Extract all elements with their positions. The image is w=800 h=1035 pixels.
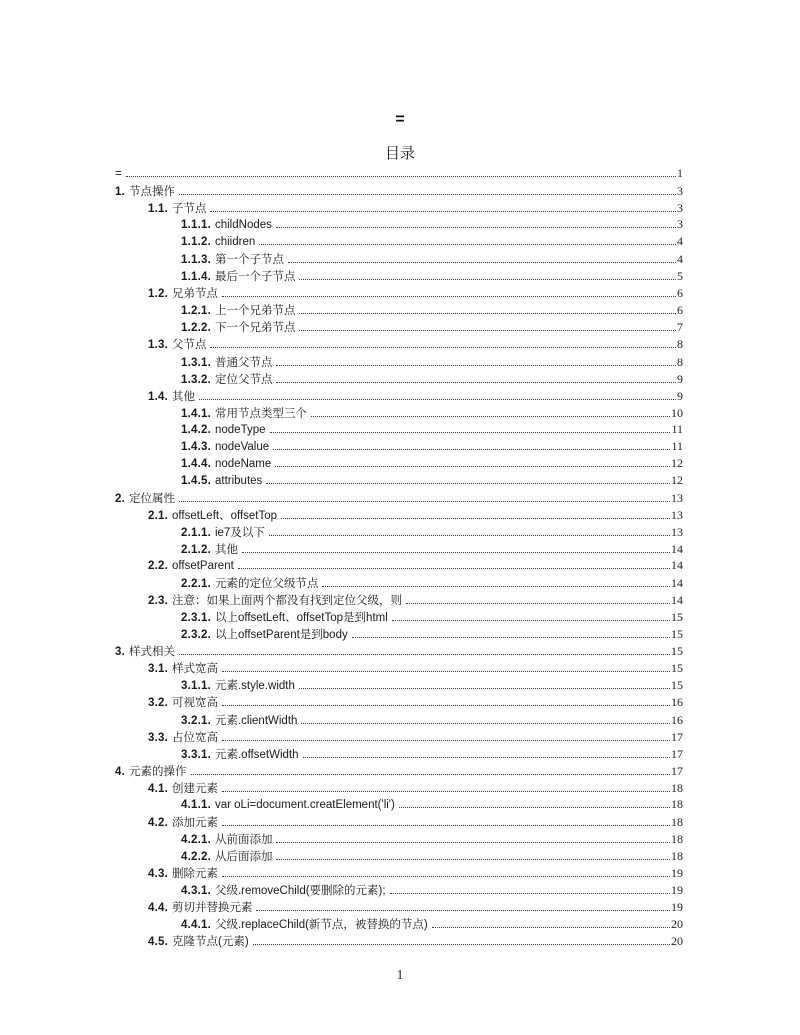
toc-entry-page-number: 6 [677, 286, 683, 301]
toc-entry-number: 4.1. [148, 782, 168, 795]
toc-entry-text: 元素的定位父级节点 [214, 578, 319, 591]
toc-dot-leader [276, 365, 676, 366]
toc-entry[interactable] [115, 814, 683, 831]
toc-entry-page-number: 15 [671, 661, 683, 676]
toc-dot-leader [311, 416, 670, 417]
toc-entry-number: 1.1.2. [181, 236, 211, 249]
toc-entry-number: 1.1.3. [181, 254, 211, 267]
toc-entry[interactable] [115, 643, 683, 660]
toc-dot-leader [126, 176, 676, 177]
toc-entry-page-number: 8 [677, 354, 683, 369]
toc-dot-leader [275, 466, 670, 467]
toc-entry[interactable] [115, 490, 683, 507]
toc-entry-page-number: 17 [671, 729, 683, 744]
toc-entry-page-number: 14 [671, 576, 683, 591]
toc-dot-leader [269, 535, 670, 536]
toc-entry-number: 1.4.2. [181, 423, 211, 436]
toc-entry-page-number: 20 [671, 934, 683, 949]
toc-entry-text: 占位宽高 [171, 731, 218, 744]
toc-entry-text: nodeName [214, 457, 272, 470]
toc-entry-text: 元素的操作 [129, 765, 187, 778]
toc-entry-number: 1.2. [148, 288, 168, 301]
toc-entry-page-number: 8 [677, 337, 683, 352]
toc-dot-leader [266, 483, 670, 484]
toc-entry-number: 1.3.1. [181, 356, 211, 369]
toc-entry-number: 4.4. [148, 902, 168, 915]
toc-entry-number: 2.1.1. [181, 526, 211, 539]
toc-entry-page-number: 16 [671, 712, 683, 727]
toc-entry-text: 注意：如果上面两个都没有找到定位父级，则 [171, 595, 402, 608]
toc-entry-number: 1.1.1. [181, 219, 211, 232]
toc-entry-page-number: 15 [671, 678, 683, 693]
toc-entry-text: chiidren [214, 236, 256, 249]
toc-entry-number: 2.1.2. [181, 544, 211, 557]
toc-entry-page-number: 18 [671, 796, 683, 811]
toc-entry-text: 元素.clientWidth [214, 714, 298, 727]
toc-entry[interactable] [115, 592, 683, 609]
toc-entry[interactable] [115, 268, 683, 285]
toc-dot-leader [222, 705, 670, 706]
toc-entry-text: offsetLeft、offsetTop [171, 509, 278, 522]
toc-entry-number: 1.4.4. [181, 457, 211, 470]
toc-dot-leader [222, 825, 670, 826]
toc-entry[interactable] [115, 660, 683, 677]
toc-entry-text: 常用节点类型三个 [214, 407, 307, 420]
toc-dot-leader [179, 194, 676, 195]
toc-entry-number: 4. [115, 765, 125, 778]
toc-entry-number: 1.3.2. [181, 373, 211, 386]
toc-entry[interactable] [115, 609, 683, 626]
toc-entry-page-number: 18 [671, 831, 683, 846]
toc-dot-leader [288, 262, 676, 263]
toc-dot-leader [253, 944, 670, 945]
toc-dot-leader [281, 518, 670, 519]
toc-entry-number: 2.2.1. [181, 578, 211, 591]
toc-entry-page-number: 12 [671, 472, 683, 487]
toc-entry-page-number: 18 [671, 780, 683, 795]
toc-entry-text: 其他 [171, 390, 195, 403]
toc-entry-page-number: 12 [671, 455, 683, 470]
toc-entry[interactable] [115, 694, 683, 711]
toc-dot-leader [276, 859, 670, 860]
toc-entry-text: 元素.style.width [214, 680, 295, 693]
toc-entry-number: 2.3. [148, 595, 168, 608]
toc-entry-page-number: 1 [677, 166, 683, 180]
toc-entry-text: 以上offsetParent是到body [214, 629, 348, 642]
toc-entry-text: 父级.replaceChild(新节点，被替换的节点) [214, 919, 428, 932]
toc-entry-page-number: 4 [677, 252, 683, 267]
toc-entry-page-number: 11 [671, 421, 683, 436]
toc-entry-text: 剪切并替换元素 [171, 902, 253, 915]
toc-entry-number: 1.1. [148, 203, 168, 216]
toc-entry-text: 兄弟节点 [171, 288, 218, 301]
toc-dot-leader [276, 382, 676, 383]
toc-entry[interactable] [115, 183, 683, 200]
toc-dot-leader [222, 296, 676, 297]
toc-entry-number: 4.3.1. [181, 884, 211, 897]
toc-entry-text: 样式相关 [129, 646, 175, 659]
toc-entry-page-number: 6 [677, 303, 683, 318]
toc-dot-leader [242, 552, 670, 553]
toc-entry-text: 克隆节点(元素) [171, 936, 249, 949]
toc-dot-leader [273, 449, 670, 450]
toc-entry[interactable] [115, 234, 683, 251]
toc-dot-leader [399, 807, 670, 808]
toc-entry-page-number: 11 [671, 438, 683, 453]
toc-entry-number: 4.2.1. [181, 833, 211, 846]
toc-dot-leader [222, 740, 670, 741]
toc-entry-text: 从后面添加 [214, 850, 273, 863]
toc-entry-text: 上一个兄弟节点 [214, 305, 296, 318]
toc-dot-leader [256, 910, 670, 911]
toc-entry-text: 删除元素 [171, 867, 218, 880]
toc-entry-number: 1.4.5. [181, 474, 211, 487]
toc-dot-leader [299, 330, 676, 331]
toc-entry-text: 元素.offsetWidth [214, 748, 299, 761]
toc-dot-leader [270, 432, 671, 433]
toc-entry[interactable] [115, 507, 683, 524]
toc-entry-number: 4.2. [148, 816, 168, 829]
toc-entry-number: 4.1.1. [181, 798, 211, 811]
toc-dot-leader [303, 757, 671, 758]
toc-entry-text: ie7及以下 [214, 526, 265, 539]
toc-dot-leader [322, 586, 670, 587]
toc-entry-text: 样式宽高 [171, 663, 218, 676]
toc-entry[interactable] [115, 541, 683, 558]
toc-entry-page-number: 15 [671, 644, 683, 659]
toc-entry-number: 3.1.1. [181, 680, 211, 693]
document-title: = [395, 111, 405, 128]
toc-entry[interactable] [115, 677, 683, 694]
toc-entry-page-number: 19 [671, 900, 683, 915]
toc-entry-text: 以上offsetLeft、offsetTop是到html [214, 612, 388, 625]
toc-entry-text: 第一个子节点 [214, 254, 284, 267]
toc-entry-page-number: 16 [671, 695, 683, 710]
toc-entry-number: 3.2.1. [181, 714, 211, 727]
toc-entry[interactable] [115, 797, 683, 814]
toc-entry-page-number: 13 [671, 507, 683, 522]
toc-dot-leader [222, 876, 670, 877]
toc-dot-leader [390, 893, 670, 894]
toc-dot-leader [432, 927, 670, 928]
toc-dot-leader [222, 791, 670, 792]
toc-entry-page-number: 10 [671, 405, 683, 420]
toc-entry-page-number: 19 [671, 882, 683, 897]
footer-page-number: 1 [396, 967, 404, 982]
toc-entry-page-number: 9 [677, 371, 683, 386]
toc-entry-page-number: 4 [677, 234, 683, 249]
toc-entry-text: var oLi=document.creatElement('li') [214, 798, 395, 811]
toc-entry-number: 3.3.1. [181, 748, 211, 761]
toc-heading: 目录 [384, 145, 415, 162]
toc-entry[interactable] [115, 285, 683, 302]
toc-entry-number: 1.4.1. [181, 407, 211, 420]
toc-entry-number: 1.2.1. [181, 305, 211, 318]
toc-entry-page-number: 15 [671, 627, 683, 642]
toc-entry-text: = [115, 168, 122, 180]
toc-entry-number: 3.2. [148, 697, 168, 710]
toc-dot-leader [276, 842, 670, 843]
toc-entry-page-number: 14 [671, 593, 683, 608]
toc-entry[interactable] [115, 439, 683, 456]
toc-entry-page-number: 19 [671, 865, 683, 880]
toc-dot-leader [179, 654, 670, 655]
toc-entry-page-number: 9 [677, 388, 683, 403]
toc-entry[interactable] [115, 575, 683, 592]
toc-entry-page-number: 7 [677, 320, 683, 335]
toc-entry-number: 4.3. [148, 867, 168, 880]
toc-dot-leader [299, 313, 676, 314]
toc-entry[interactable] [115, 746, 683, 763]
toc-entry-number: 3.3. [148, 731, 168, 744]
toc-entry-page-number: 3 [677, 217, 683, 232]
toc-dot-leader [238, 568, 670, 569]
toc-entry[interactable] [115, 422, 683, 439]
toc-entry-number: 2.3.1. [181, 612, 211, 625]
toc-entry-page-number: 20 [671, 917, 683, 932]
toc-entry-page-number: 5 [677, 269, 683, 284]
toc-entry-number: 2.3.2. [181, 629, 211, 642]
toc-entry[interactable] [115, 882, 683, 899]
toc-entry-text: attributes [214, 474, 263, 487]
toc-entry[interactable] [115, 319, 683, 336]
toc-entry[interactable] [115, 712, 683, 729]
toc-entry-text: childNodes [214, 219, 272, 232]
toc-entry-page-number: 18 [671, 848, 683, 863]
toc-entry-text: 定位父节点 [214, 373, 273, 386]
toc-entry-text: 添加元素 [171, 816, 218, 829]
toc-entry-number: 4.4.1. [181, 919, 211, 932]
toc-entry[interactable] [115, 336, 683, 353]
toc-entry-text: 从前面添加 [214, 833, 273, 846]
toc-entry-number: 2.1. [148, 509, 168, 522]
toc [115, 166, 683, 950]
toc-entry[interactable] [115, 405, 683, 422]
toc-entry-text: 节点操作 [129, 186, 175, 199]
toc-entry[interactable] [115, 865, 683, 882]
toc-entry-number: 2.2. [148, 560, 168, 573]
toc-entry[interactable] [115, 200, 683, 217]
toc-dot-leader [199, 399, 676, 400]
toc-entry[interactable] [115, 524, 683, 541]
toc-entry-page-number: 14 [671, 558, 683, 573]
toc-entry[interactable] [115, 371, 683, 388]
toc-entry-text: 父级.removeChild(要删除的元素); [214, 884, 386, 897]
toc-dot-leader [299, 688, 670, 689]
toc-dot-leader [179, 501, 670, 502]
toc-dot-leader [191, 774, 671, 775]
toc-entry-number: 1.4. [148, 390, 168, 403]
toc-entry[interactable] [115, 473, 683, 490]
toc-entry-number: 1.2.2. [181, 322, 211, 335]
toc-dot-leader [210, 211, 676, 212]
toc-entry-number: 1. [115, 186, 125, 199]
toc-entry-page-number: 3 [677, 201, 683, 216]
toc-dot-leader [222, 671, 670, 672]
toc-dot-leader [276, 227, 676, 228]
toc-entry[interactable] [115, 388, 683, 405]
toc-entry-text: offsetParent [171, 560, 234, 573]
toc-entry-text: nodeType [214, 423, 266, 436]
toc-entry[interactable] [115, 780, 683, 797]
toc-entry[interactable] [115, 302, 683, 319]
toc-entry-text: 下一个兄弟节点 [214, 322, 296, 335]
toc-entry-page-number: 13 [671, 524, 683, 539]
toc-entry-text: 定位属性 [129, 492, 175, 505]
toc-entry[interactable] [115, 217, 683, 234]
toc-dot-leader [299, 279, 676, 280]
toc-entry-text: 创建元素 [171, 782, 218, 795]
toc-entry[interactable] [115, 558, 683, 575]
toc-entry[interactable] [115, 456, 683, 473]
toc-entry-page-number: 13 [671, 490, 683, 505]
toc-entry-page-number: 14 [671, 542, 683, 557]
toc-dot-leader [352, 637, 670, 638]
toc-dot-leader [392, 620, 670, 621]
toc-entry[interactable] [115, 763, 683, 780]
toc-dot-leader [259, 244, 676, 245]
toc-entry[interactable] [115, 354, 683, 371]
toc-dot-leader [210, 347, 676, 348]
toc-entry-number: 1.3. [148, 339, 168, 352]
toc-entry[interactable] [115, 626, 683, 643]
toc-entry-number: 1.4.3. [181, 440, 211, 453]
toc-entry-number: 3.1. [148, 663, 168, 676]
toc-entry[interactable] [115, 251, 683, 268]
toc-entry-number: 4.5. [148, 936, 168, 949]
toc-entry-text: 普通父节点 [214, 356, 273, 369]
toc-entry[interactable] [115, 933, 683, 950]
toc-entry-page-number: 18 [671, 814, 683, 829]
toc-entry-number: 1.1.4. [181, 271, 211, 284]
toc-entry-text: 其他 [214, 544, 238, 557]
toc-entry-number: 4.2.2. [181, 850, 211, 863]
toc-entry-text: 父节点 [171, 339, 207, 352]
toc-dot-leader [301, 723, 670, 724]
toc-entry[interactable] [115, 848, 683, 865]
toc-entry-page-number: 17 [671, 763, 683, 778]
toc-entry-text: nodeValue [214, 440, 270, 453]
toc-entry-page-number: 3 [677, 184, 683, 199]
toc-entry-text: 子节点 [171, 203, 207, 216]
toc-entry-page-number: 17 [671, 746, 683, 761]
toc-entry[interactable] [115, 831, 683, 848]
toc-entry-text: 最后一个子节点 [214, 271, 296, 284]
toc-entry[interactable] [115, 899, 683, 916]
toc-entry-page-number: 15 [671, 610, 683, 625]
toc-entry-text: 可视宽高 [171, 697, 218, 710]
toc-entry-number: 2. [115, 492, 125, 505]
toc-entry[interactable] [115, 916, 683, 933]
toc-entry[interactable] [115, 166, 683, 183]
toc-entry[interactable] [115, 729, 683, 746]
toc-entry-number: 3. [115, 646, 125, 659]
toc-dot-leader [406, 603, 670, 604]
